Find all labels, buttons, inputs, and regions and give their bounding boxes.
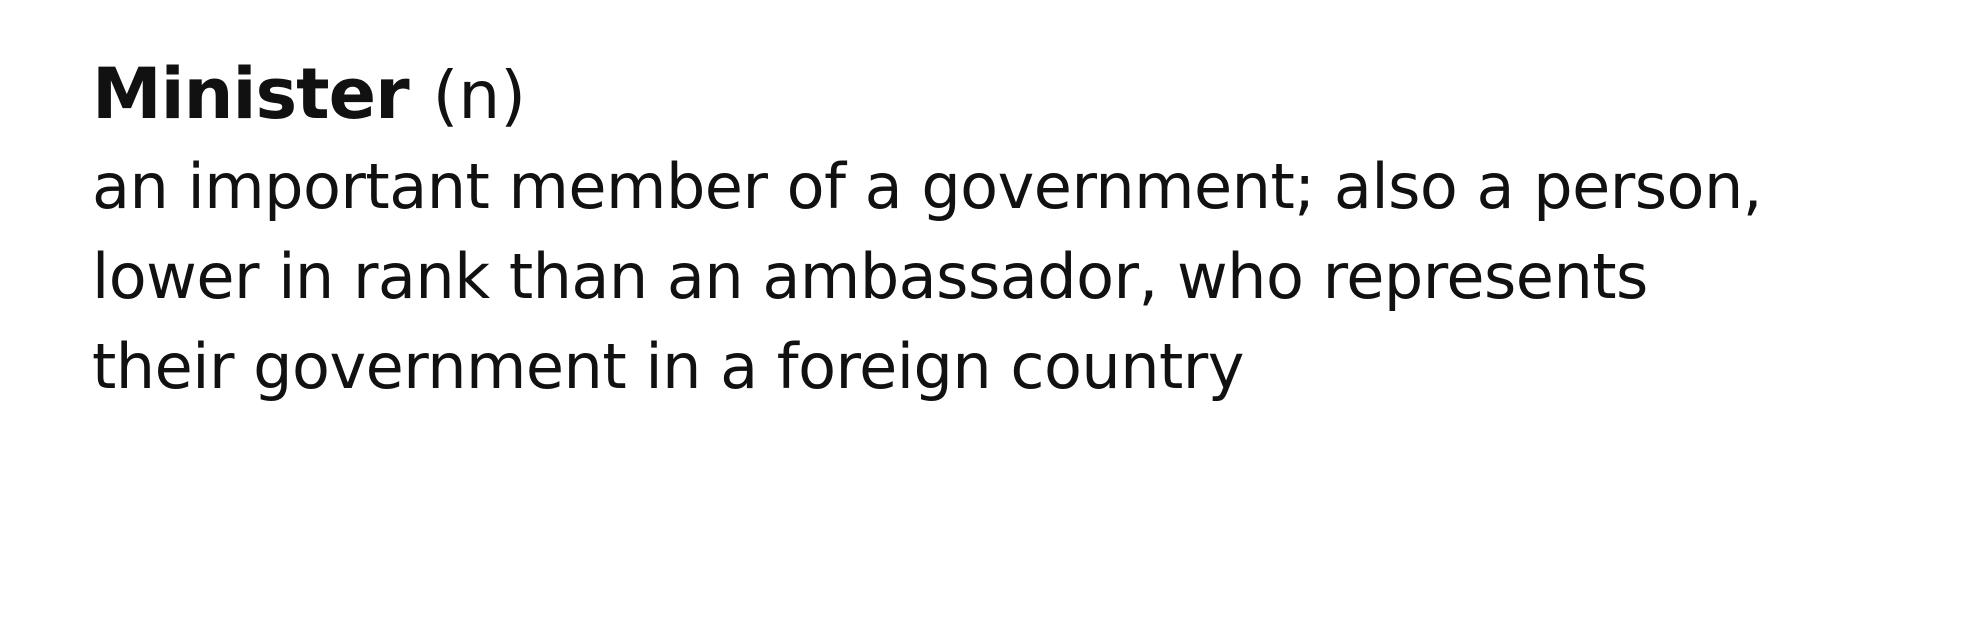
headword: Minister [92,53,409,135]
definition-line: lower in rank than an ambassador, who represents [92,240,1648,313]
part-of-speech: (n) [432,57,526,134]
dictionary-entry [92,48,1952,412]
definition-line: an important member of a government; also a person, [92,150,1762,223]
entry-headline [92,48,1952,142]
definition [92,142,1952,412]
definition-line: their government in a foreign country [92,330,1244,403]
